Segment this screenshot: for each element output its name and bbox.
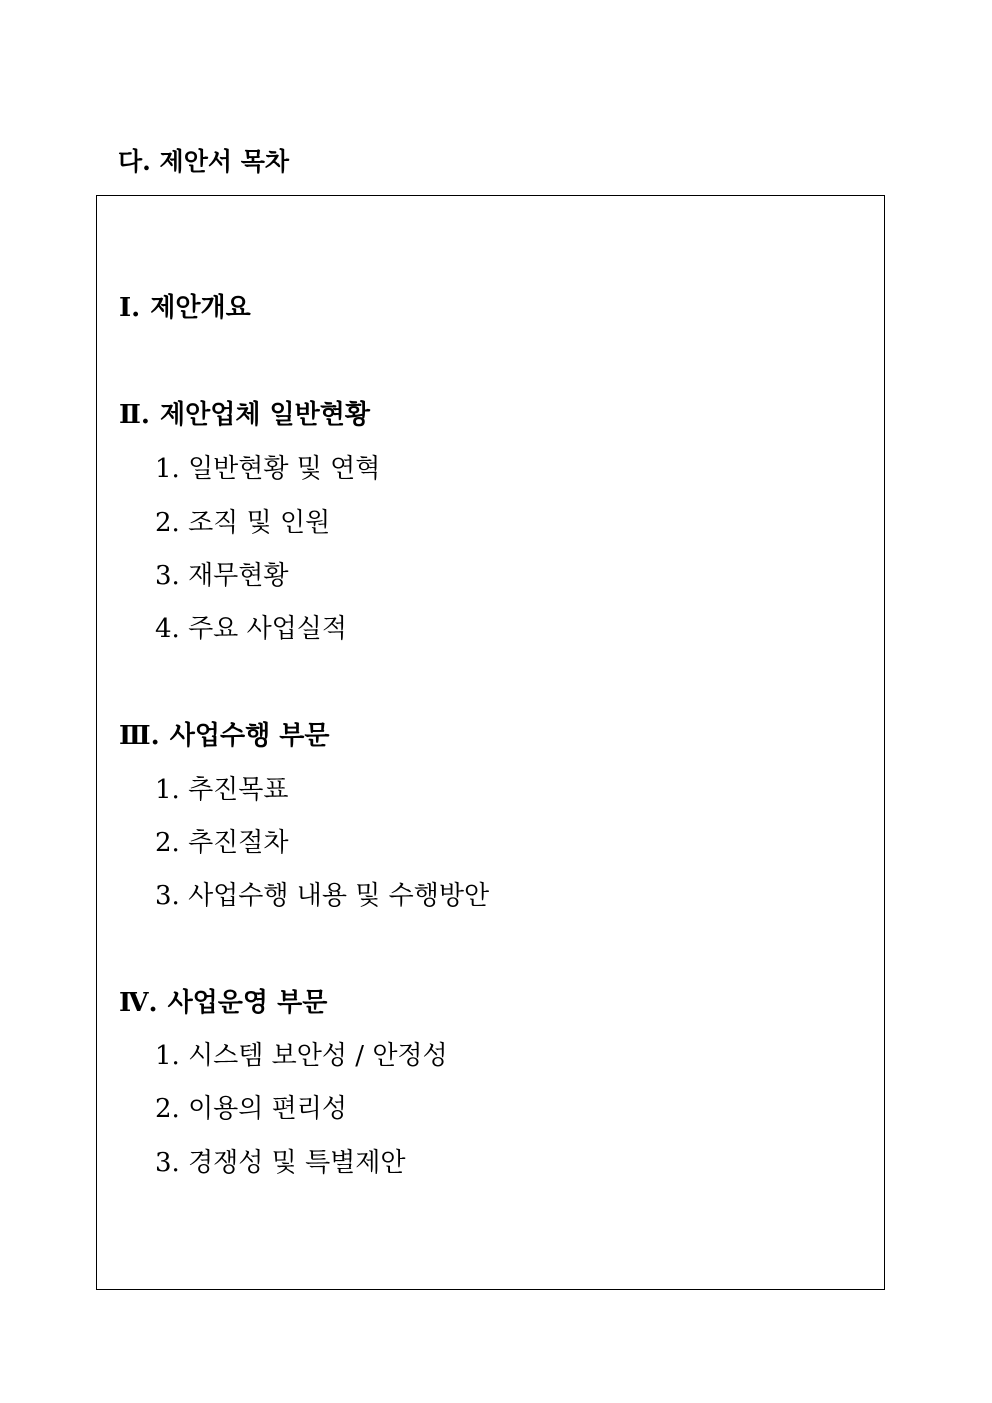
toc-item-3-1: 1. 추진목표: [155, 775, 289, 805]
toc-item-4-2: 2. 이용의 편리성: [155, 1094, 348, 1124]
toc-section-4-title: 사업운영 부문: [167, 988, 328, 1018]
toc-section-3: [119, 719, 329, 753]
toc-section-3-numeral: Ⅲ.: [119, 721, 160, 751]
toc-item-2-2: 2. 조직 및 인원: [155, 508, 331, 538]
document-heading: 다. 제안서 목차: [118, 147, 290, 176]
toc-section-2-numeral: Ⅱ.: [119, 400, 150, 430]
toc-item-2-1: 1. 일반현황 및 연혁: [155, 454, 381, 484]
toc-item-4-1: 1. 시스템 보안성 / 안정성: [155, 1041, 448, 1071]
toc-item-2-3: 3. 재무현황: [155, 561, 289, 591]
toc-section-1: [119, 291, 251, 325]
toc-section-4: [119, 986, 327, 1020]
toc-item-3-3: 3. 사업수행 내용 및 수행방안: [155, 881, 490, 911]
toc-section-4-numeral: Ⅳ.: [119, 988, 158, 1018]
toc-item-4-3: 3. 경쟁성 및 특별제안: [155, 1148, 406, 1178]
toc-section-1-title: 제안개요: [150, 293, 251, 323]
toc-section-1-numeral: Ⅰ.: [119, 293, 141, 323]
toc-section-2-title: 제안업체 일반현황: [159, 400, 370, 430]
toc-item-3-2: 2. 추진절차: [155, 828, 289, 858]
table-of-contents-box: [96, 195, 885, 1290]
toc-item-2-4: 4. 주요 사업실적: [155, 614, 348, 644]
toc-section-3-title: 사업수행 부문: [169, 721, 330, 751]
toc-section-2: [119, 398, 370, 432]
